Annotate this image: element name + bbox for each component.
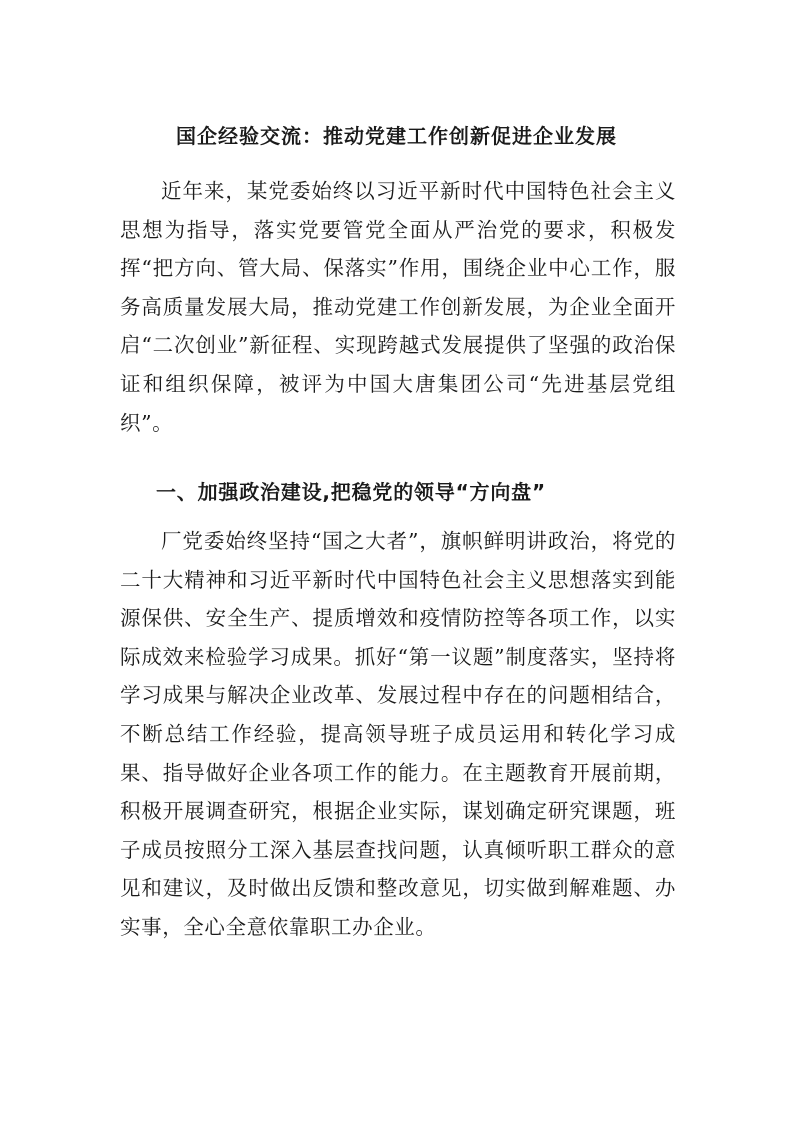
section-heading: 一、加强政治建设,把稳党的领导“方向盘” bbox=[156, 480, 546, 504]
section-paragraph: 厂党委始终坚持“国之大者”，旗帜鲜明讲政治，将党的二十大精神和习近平新时代中国特色社会主义思想落实到能源保供、安全生产、提质增效和疫情防控等各项工作，以实际成效来检验学习成果。抓好“第一议题”制度落实，坚持将学习成果与解决企业改革、发展过程中存在的问题相结合，不断总结工作经验，提高领导班子成员运用和转化学习成果、指导做好企业各项工作的能力。在主题教育开展前期，积极开展调查研究，根据企业实际，谋划确定研究课题，班子成员按照分工深入基层查找问题，认真倾听职工群众的意见和建议，及时做出反馈和整改意见，切实做到解难题、办实事，全心全意依靠职工办企业。 bbox=[120, 529, 676, 939]
intro-paragraph: 近年来，某党委始终以习近平新时代中国特色社会主义思想为指导，落实党要管党全面从严治党的要求，积极发挥“把方向、管大局、保落实”作用，围绕企业中心工作，服务高质量发展大局，推动党建工作创新发展，为企业全面开启“二次创业”新征程、实现跨越式发展提供了坚强的政治保证和组织保障，被评为中国大唐集团公司“先进基层党组织”。 bbox=[120, 179, 676, 435]
document-title: 国企经验交流：推动党建工作创新促进企业发展 bbox=[176, 124, 617, 148]
